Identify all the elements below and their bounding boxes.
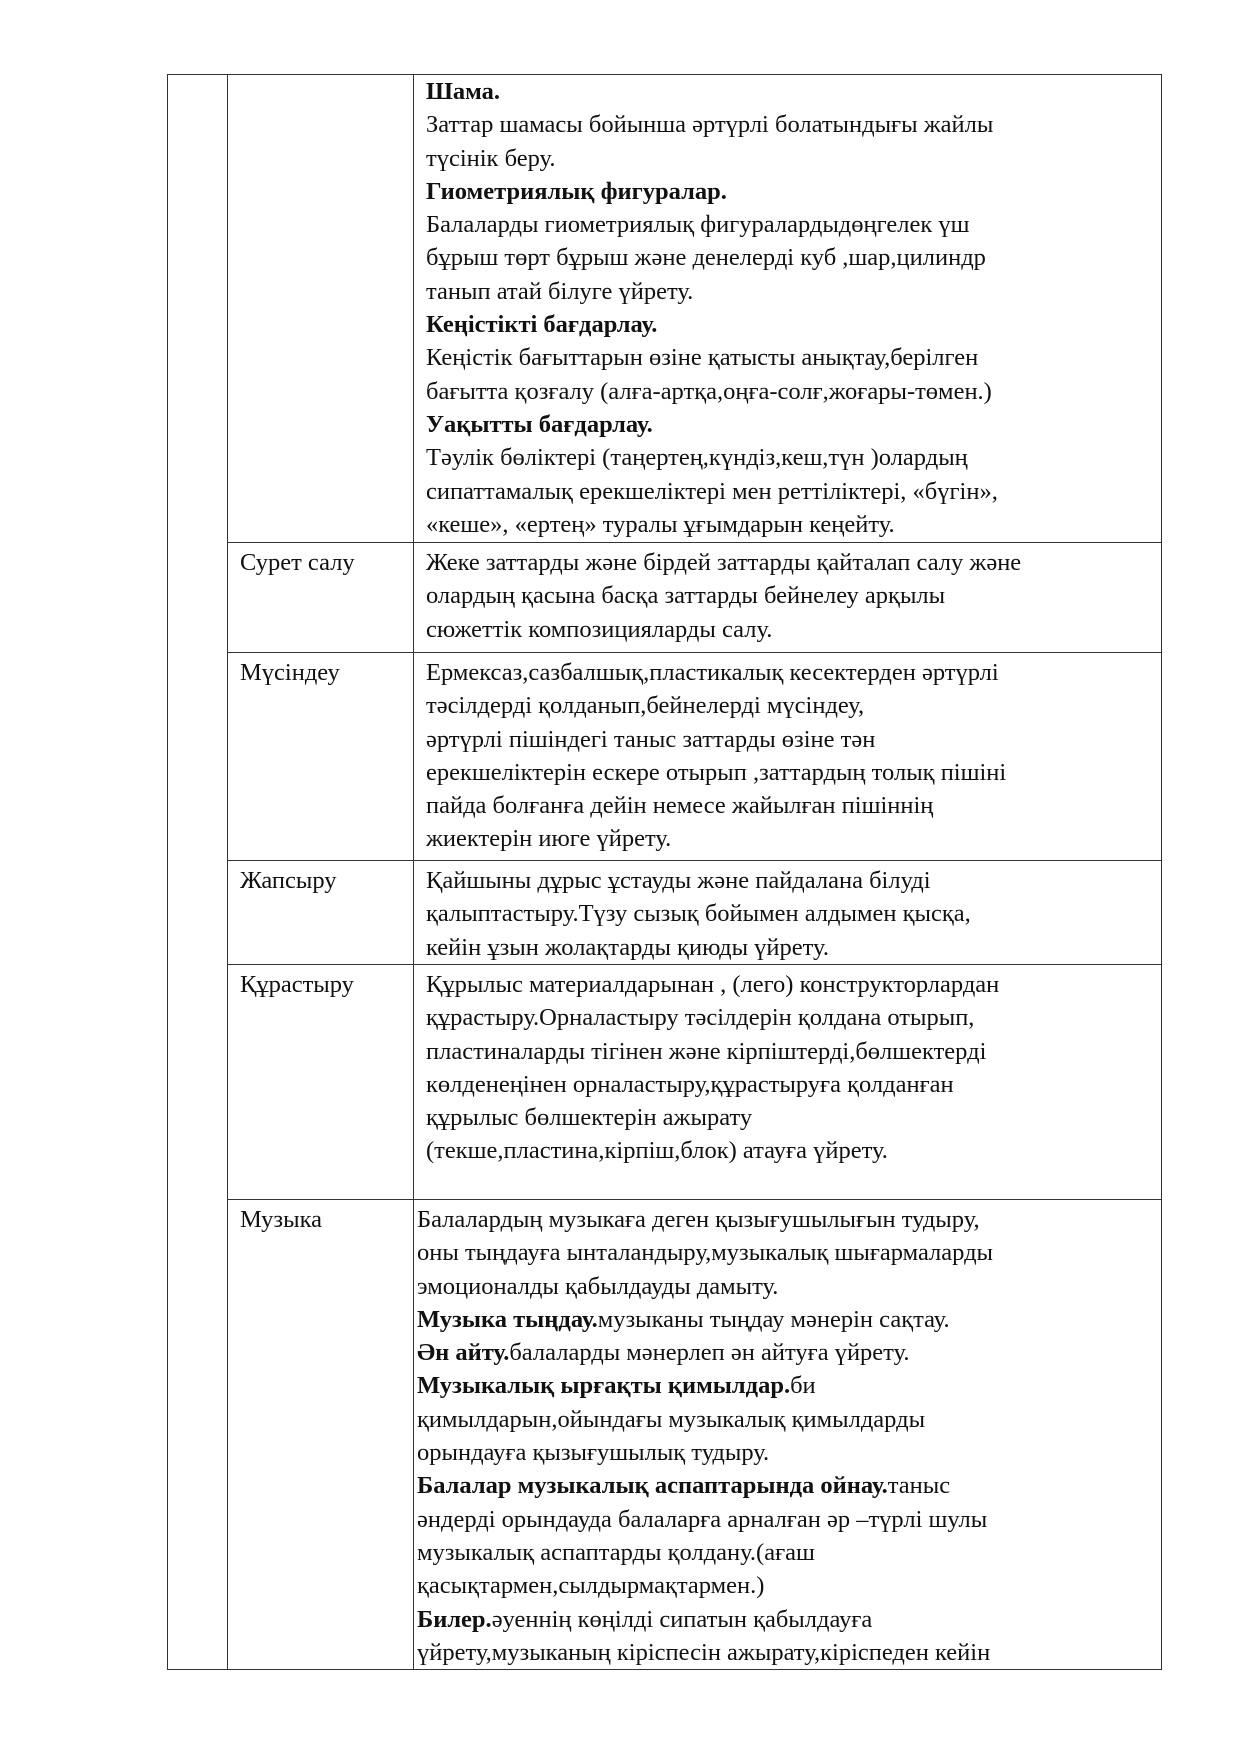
text-line: бағытта қозғалу (алға-артқа,оңға-солғ,жоғары-төмен.) bbox=[426, 377, 992, 405]
text-line: әндерді орындауда балаларға арналған әр –түрлі шулы bbox=[417, 1505, 988, 1533]
text-line: Билер.әуеннің көңілді сипатын қабылдауға bbox=[417, 1605, 873, 1633]
text-line: үйрету,музыканың кіріспесін ажырату,кіріспеден кейін bbox=[417, 1638, 991, 1666]
text-line: құрастыру.Орналастыру тәсілдерін қолдана отырып, bbox=[426, 1004, 975, 1032]
topic-heading: Балалар музыкалық аспаптарында ойнау. bbox=[417, 1472, 888, 1500]
table-row bbox=[168, 1200, 1162, 1670]
section-label-cell: Музыка bbox=[228, 1200, 414, 1670]
table-row bbox=[168, 653, 1162, 861]
text-line: Балалар музыкалық аспаптарында ойнау.таныс bbox=[417, 1472, 951, 1500]
section-label-cell: Мүсіндеу bbox=[228, 653, 414, 861]
topic-heading: Уақытты бағдарлау. bbox=[426, 410, 653, 438]
section-label-cell: Құрастыру bbox=[228, 965, 414, 1200]
topic-heading: Гиометриялық фигуралар. bbox=[426, 177, 727, 205]
topic-heading: Музыкалық ырғақты қимылдар. bbox=[417, 1372, 791, 1400]
topic-heading: Музыка тыңдау. bbox=[417, 1305, 598, 1333]
text-line: Тәулік бөліктері (таңертең,күндіз,кеш,түн )олардың bbox=[426, 444, 968, 472]
text-line: ерекшеліктерін ескере отырып ,заттардың толық пішіні bbox=[426, 758, 1007, 786]
index-cell bbox=[168, 75, 228, 1670]
table-row bbox=[168, 75, 1162, 543]
text-line: музыкалық аспаптарды қолдану.(ағаш bbox=[417, 1538, 815, 1566]
text-line: Қайшыны дұрыс ұстауды және пайдалана білуді bbox=[426, 867, 931, 894]
curriculum-table bbox=[167, 74, 1162, 1670]
table-row bbox=[168, 543, 1162, 653]
section-content-cell bbox=[414, 653, 1162, 861]
table-row bbox=[168, 965, 1162, 1200]
section-label-cell bbox=[228, 75, 414, 543]
section-content-cell bbox=[414, 861, 1162, 965]
text-line: олардың қасына басқа заттарды бейнелеу арқылы bbox=[426, 582, 946, 610]
text-line: «кеше», «ертең» туралы ұғымдарын кеңейту. bbox=[426, 510, 895, 538]
text-line: бұрыш төрт бұрыш және денелерді куб ,шар,цилиндр bbox=[426, 244, 986, 272]
text-line: қасықтармен,сылдырмақтармен.) bbox=[417, 1572, 765, 1600]
text-line: пластиналарды тігінен және кірпіштерді,бөлшектерді bbox=[426, 1037, 987, 1065]
topic-heading: Кеңістікті бағдарлау. bbox=[426, 311, 658, 339]
text-line: қимылдарын,ойындағы музыкалық қимылдарды bbox=[417, 1405, 926, 1433]
text-line: түсінік беру. bbox=[426, 144, 556, 172]
text-line: Музыкалық ырғақты қимылдар.би bbox=[417, 1372, 816, 1400]
text-line: Балаларды гиометриялық фигуралардыдөңгелек үш bbox=[426, 211, 970, 239]
section-label-cell: Сурет салу bbox=[228, 543, 414, 653]
section-content-cell bbox=[414, 1200, 1162, 1670]
text-line: көлденеңінен орналастыру,құрастыруға қолданған bbox=[426, 1070, 954, 1098]
text-line: Заттар шамасы бойынша әртүрлі болатындығы жайлы bbox=[426, 111, 994, 139]
text-line: Жеке заттарды және бірдей заттарды қайталап салу және bbox=[426, 549, 1022, 576]
section-label-cell: Жапсыру bbox=[228, 861, 414, 965]
text-line: тәсілдерді қолданып,бейнелерді мүсіндеу, bbox=[426, 692, 865, 720]
text-line: кейін ұзын жолақтарды қиюды үйрету. bbox=[426, 933, 829, 961]
text-line: пайда болғанға дейін немесе жайылған пішіннің bbox=[426, 792, 934, 820]
text-line: сюжеттік композицияларды салу. bbox=[426, 615, 773, 643]
topic-heading: Шама. bbox=[426, 78, 501, 105]
text-line: жиектерін июге үйрету. bbox=[426, 825, 672, 853]
text-line: оны тыңдауға ынталандыру,музыкалық шығармаларды bbox=[417, 1239, 994, 1267]
text-line: Құрылыс материалдарынан , (лего) конструкторлардан bbox=[426, 971, 1000, 998]
text-line: Ермексаз,сазбалшық,пластикалық кесектерден әртүрлі bbox=[426, 659, 999, 686]
text-line: Кеңістік бағыттарын өзіне қатысты анықтау,берілген bbox=[426, 344, 979, 372]
section-content-cell bbox=[414, 75, 1162, 543]
text-line: сипаттамалық ерекшеліктері мен реттіліктері, «бүгін», bbox=[426, 477, 998, 505]
text-line: қалыптастыру.Түзу сызық бойымен алдымен қысқа, bbox=[426, 900, 971, 928]
text-line: әртүрлі пішіндегі таныс заттарды өзіне тән bbox=[426, 725, 876, 753]
text-line: (текше,пластина,кірпіш,блок) атауға үйрету. bbox=[426, 1137, 888, 1165]
table-row bbox=[168, 861, 1162, 965]
section-content-cell bbox=[414, 965, 1162, 1200]
text-line: эмоционалды қабылдауды дамыту. bbox=[417, 1272, 779, 1300]
text-line: құрылыс бөлшектерін ажырату bbox=[426, 1104, 753, 1132]
text-line: Ән айту.балаларды мәнерлеп ән айтуға үйрету. bbox=[417, 1339, 910, 1367]
text-line: орындауға қызығушылық тудыру. bbox=[417, 1439, 770, 1467]
topic-heading: Билер. bbox=[417, 1605, 492, 1633]
text-line: Музыка тыңдау.музыканы тыңдау мәнерін сақтау. bbox=[417, 1305, 950, 1333]
text-line: Балалардың музыкаға деген қызығушылығын тудыру, bbox=[417, 1206, 980, 1233]
topic-heading: Ән айту. bbox=[417, 1339, 510, 1367]
section-content-cell bbox=[414, 543, 1162, 653]
text-line: танып атай білуге үйрету. bbox=[426, 277, 694, 305]
